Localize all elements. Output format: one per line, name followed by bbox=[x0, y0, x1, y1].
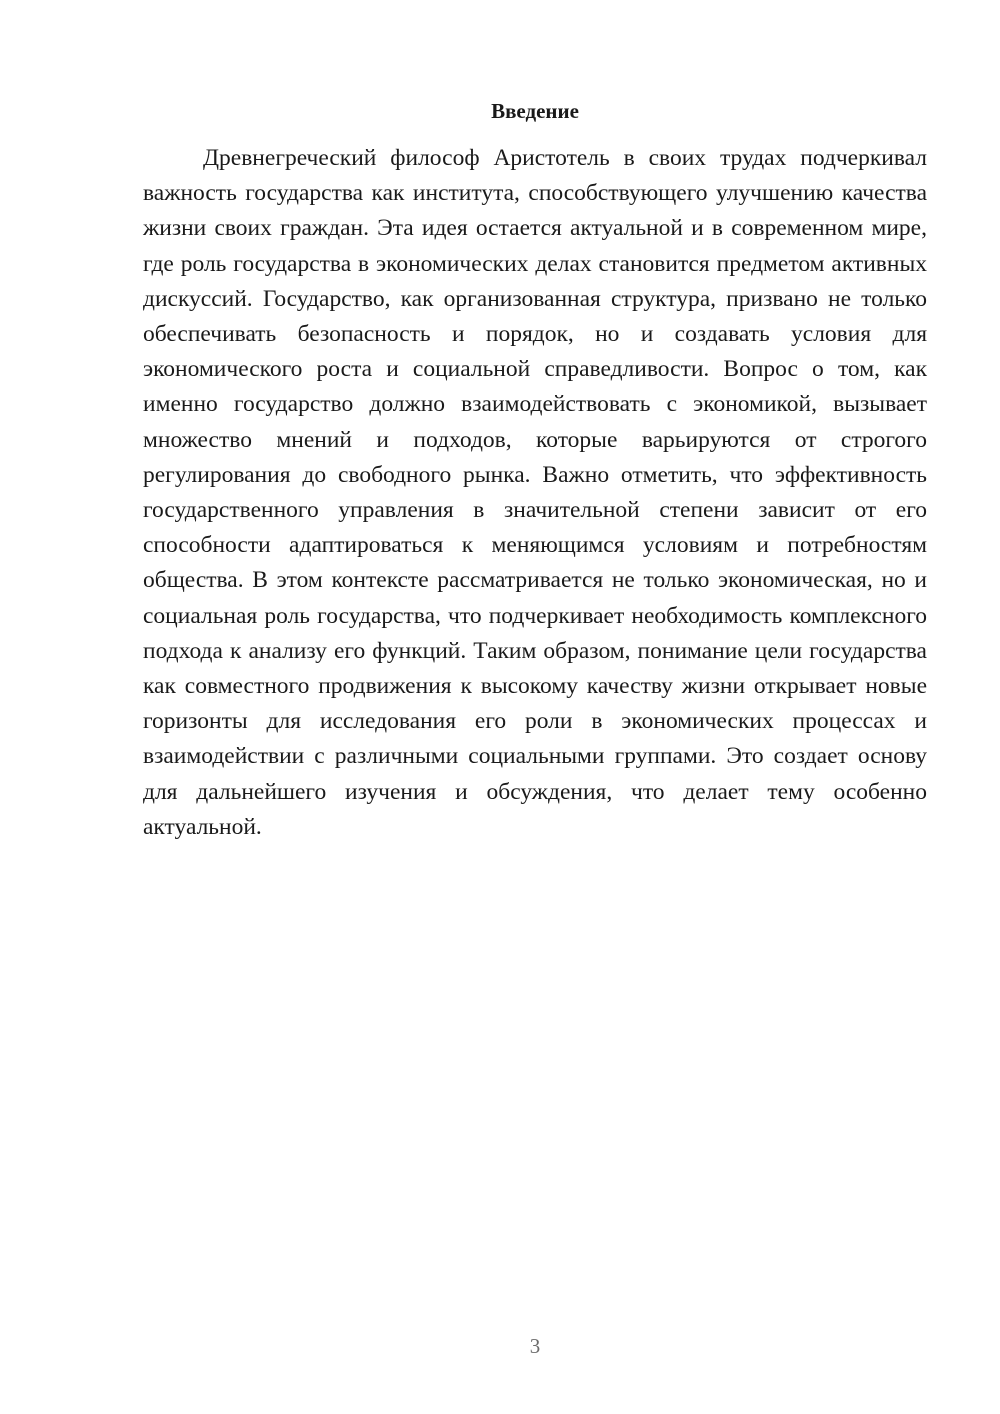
section-heading: Введение bbox=[491, 99, 579, 123]
body-paragraph: Древнегреческий философ Аристотель в своих трудах подчеркивал важность государства как института, способствующего улучшению качества жизни своих граждан. Эта идея остается актуальной и в современном мире, где роль государства в экономических делах становится предметом активных дискуссий. Государство, как организованная структура, призвано не только обеспечивать безопасность и порядок, но и создавать условия для экономического роста и социальной справедливости. Вопрос о том, как именно государство должно взаимодействовать с экономикой, вызывает множество мнений и подходов, которые варьируются от строгого регулирования до свободного рынка. Важно отметить, что эффективность государственного управления в значительной степени зависит от его способности адаптироваться к меняющимся условиям и потребностям общества. В этом контексте рассматривается не только экономическая, но и социальная роль государства, что подчеркивает необходимость комплексного подхода к анализу его функций. Таким образом, понимание цели государства как совместного продвижения к высокому качеству жизни открывает новые горизонты для исследования его роли в экономических процессах и взаимодействии с различными социальными группами. Это создает основу для дальнейшего изучения и обсуждения, что делает тему особенно актуальной. bbox=[143, 145, 927, 840]
page-number: 3 bbox=[529, 1334, 541, 1358]
